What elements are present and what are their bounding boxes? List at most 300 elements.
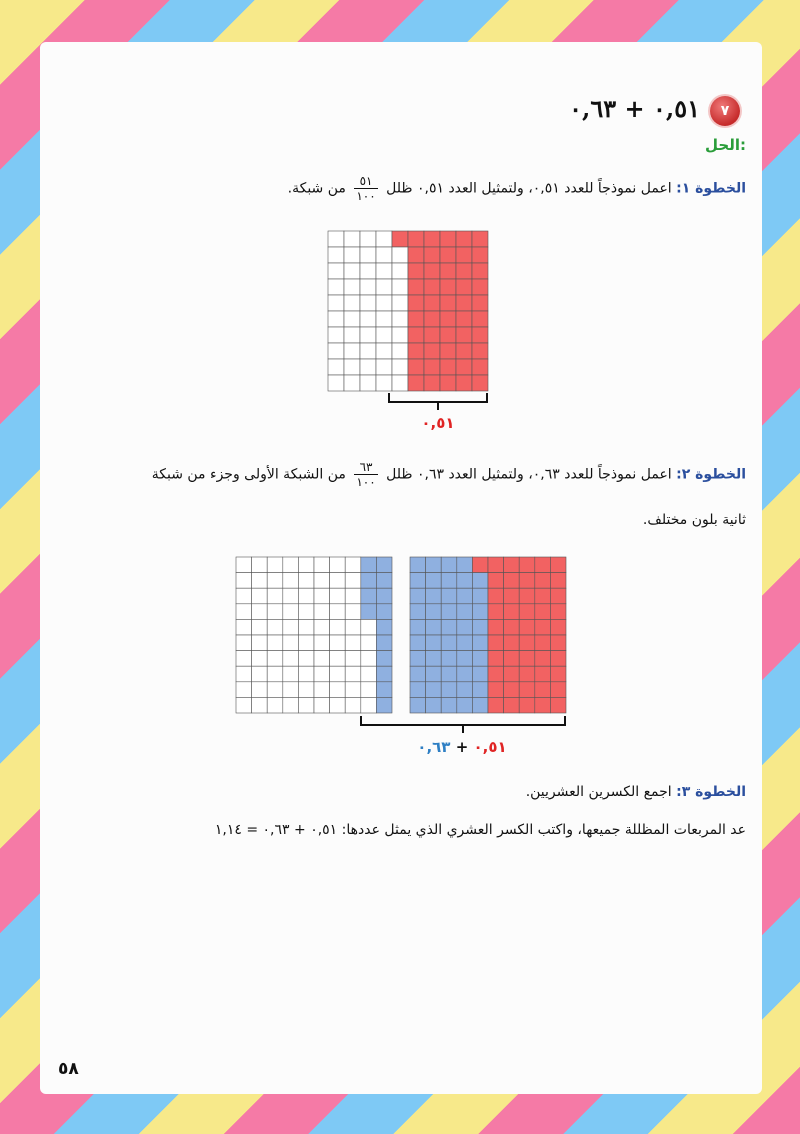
grid-cell xyxy=(392,247,408,263)
grid-cell xyxy=(535,557,551,573)
grid-cell xyxy=(236,557,252,573)
grid-cell xyxy=(472,651,488,667)
grid-cell xyxy=(472,604,488,620)
grid-cell xyxy=(314,588,330,604)
grid-cell xyxy=(361,604,377,620)
grid-cell xyxy=(426,588,442,604)
grid-cell xyxy=(472,295,488,311)
grid-cell xyxy=(441,697,457,713)
grid-cell xyxy=(330,682,346,698)
grid-cell xyxy=(345,619,361,635)
grid-cell xyxy=(424,295,440,311)
grid-cell xyxy=(440,263,456,279)
grid2-label-blue: ٠,٦٣ xyxy=(417,738,451,756)
grid-cell xyxy=(550,557,566,573)
grid-cell xyxy=(426,557,442,573)
grid-cell xyxy=(410,619,426,635)
grid-cell xyxy=(488,557,504,573)
grid-cell xyxy=(283,666,299,682)
grid-cell xyxy=(535,666,551,682)
grid-cell xyxy=(504,666,520,682)
grid-cell xyxy=(298,666,314,682)
grid-cell xyxy=(360,375,376,391)
grid-cell xyxy=(283,619,299,635)
grid-cell xyxy=(283,573,299,589)
grid-cell xyxy=(314,651,330,667)
grid-cell xyxy=(330,619,346,635)
grid-cell xyxy=(376,666,392,682)
grid-cell xyxy=(376,697,392,713)
grid-cell xyxy=(472,573,488,589)
grid-cell xyxy=(408,359,424,375)
grid-cell xyxy=(345,588,361,604)
grid-cell xyxy=(410,651,426,667)
grid-cell xyxy=(298,697,314,713)
grid-cell xyxy=(267,557,283,573)
grid-cell xyxy=(267,682,283,698)
grid-cell xyxy=(535,682,551,698)
grid-cell xyxy=(550,635,566,651)
step1-text-before: اعمل نموذجاً للعدد ٠,٥١، ولتمثيل العدد ٠,٥١ ظلل xyxy=(386,180,672,197)
grid-cell xyxy=(344,231,360,247)
grid-cell xyxy=(252,619,268,635)
grid-cell xyxy=(344,311,360,327)
grid-cell xyxy=(441,557,457,573)
grid-cell xyxy=(519,651,535,667)
grid-cell xyxy=(376,635,392,651)
grid-cell xyxy=(504,697,520,713)
grid-cell xyxy=(535,697,551,713)
grid-cell xyxy=(328,327,344,343)
grid-cell xyxy=(424,327,440,343)
grid-cell xyxy=(361,682,377,698)
grid-cell xyxy=(361,619,377,635)
grid-cell xyxy=(361,651,377,667)
grid-cell xyxy=(441,682,457,698)
grid-cell xyxy=(424,343,440,359)
grid-cell xyxy=(457,697,473,713)
grid-cell xyxy=(535,573,551,589)
grid-cell xyxy=(426,697,442,713)
grid-cell xyxy=(376,375,392,391)
grid2-label-red: ٠,٥١ xyxy=(473,738,507,756)
grid-cell xyxy=(392,343,408,359)
grid-cell xyxy=(360,311,376,327)
grid-cell xyxy=(456,263,472,279)
grid-cell xyxy=(344,327,360,343)
step1-fraction xyxy=(354,174,377,203)
step3-label: الخطوة ٣: xyxy=(676,784,746,800)
grid-cell xyxy=(267,588,283,604)
grid-cell xyxy=(550,619,566,635)
grid-cell xyxy=(456,359,472,375)
grid-cell xyxy=(550,573,566,589)
hundred-grid-2-right xyxy=(410,557,566,713)
grid-cell xyxy=(283,682,299,698)
grid-cell xyxy=(472,311,488,327)
grid-cell xyxy=(424,279,440,295)
grid-cell xyxy=(424,247,440,263)
grid-cell xyxy=(424,375,440,391)
grid-cell xyxy=(472,359,488,375)
grid-cell xyxy=(456,375,472,391)
page-number: ٥٨ xyxy=(58,1059,79,1079)
grid2-label xyxy=(392,738,532,756)
grid-cell xyxy=(330,635,346,651)
grid-cell xyxy=(330,573,346,589)
step2-fraction-denominator: ١٠٠ xyxy=(356,475,376,489)
grid-cell xyxy=(344,263,360,279)
grid-cell xyxy=(535,635,551,651)
grid-cell xyxy=(408,375,424,391)
grid-cell xyxy=(488,682,504,698)
grid-cell xyxy=(360,231,376,247)
grid-cell xyxy=(392,263,408,279)
grid-cell xyxy=(519,635,535,651)
grid-cell xyxy=(298,573,314,589)
grid-cell xyxy=(252,666,268,682)
grid-cell xyxy=(519,682,535,698)
step3-paragraph xyxy=(526,784,746,800)
grid-cell xyxy=(345,604,361,620)
grid-cell xyxy=(283,651,299,667)
grid-cell xyxy=(408,311,424,327)
grid-cell xyxy=(360,295,376,311)
grid-cell xyxy=(550,588,566,604)
grid-cell xyxy=(330,588,346,604)
hundred-grid-1 xyxy=(328,231,488,391)
grid-cell xyxy=(392,311,408,327)
grid-cell xyxy=(236,604,252,620)
grid-cell xyxy=(360,343,376,359)
grid-cell xyxy=(519,588,535,604)
grid-cell xyxy=(457,666,473,682)
grid-cell xyxy=(360,327,376,343)
grid-cell xyxy=(344,343,360,359)
grid-cell xyxy=(440,311,456,327)
grid-cell xyxy=(440,343,456,359)
grid-cell xyxy=(410,573,426,589)
grid-cell xyxy=(298,557,314,573)
grid-cell xyxy=(283,697,299,713)
grid-cell xyxy=(345,666,361,682)
grid-cell xyxy=(283,588,299,604)
grid-cell xyxy=(457,604,473,620)
grid-cell xyxy=(314,557,330,573)
grid-cell xyxy=(344,375,360,391)
grid-cell xyxy=(456,231,472,247)
grid-cell xyxy=(376,682,392,698)
step2-text-before: اعمل نموذجاً للعدد ٠,٦٣، ولتمثيل العدد ٠,٦٣ ظلل xyxy=(386,466,672,483)
grid-cell xyxy=(424,359,440,375)
step2-fraction-numerator: ٦٣ xyxy=(354,460,377,475)
step2-text-after: من الشبكة الأولى وجزء من شبكة xyxy=(151,466,346,483)
grid-cell xyxy=(236,588,252,604)
grid2-label-plus: + xyxy=(455,738,469,756)
grid-cell xyxy=(236,619,252,635)
grid-cell xyxy=(426,682,442,698)
grid-cell xyxy=(298,604,314,620)
step2-label: الخطوة ٢: xyxy=(676,466,746,483)
grid-cell xyxy=(345,651,361,667)
step1-fraction-numerator: ٥١ xyxy=(354,174,377,189)
grid-cell xyxy=(472,231,488,247)
grid-cell xyxy=(550,604,566,620)
grid-cell xyxy=(298,635,314,651)
grid-cell xyxy=(330,666,346,682)
grid-cell xyxy=(472,263,488,279)
grid-cell xyxy=(488,604,504,620)
grid-cell xyxy=(426,651,442,667)
step2-fraction xyxy=(354,460,377,489)
grid-cell xyxy=(361,588,377,604)
grid-cell xyxy=(328,311,344,327)
grid-cell xyxy=(252,682,268,698)
grid-cell xyxy=(376,573,392,589)
grid-cell xyxy=(376,311,392,327)
grid-cell xyxy=(472,697,488,713)
grid-cell xyxy=(472,279,488,295)
grid-cell xyxy=(488,651,504,667)
grid-cell xyxy=(410,604,426,620)
grid-cell xyxy=(504,573,520,589)
grid-cell xyxy=(550,666,566,682)
grid-cell xyxy=(408,327,424,343)
grid-cell xyxy=(267,604,283,620)
grid-cell xyxy=(410,666,426,682)
grid-cell xyxy=(328,375,344,391)
grid-cell xyxy=(456,311,472,327)
grid-cell xyxy=(440,231,456,247)
step1-text-after: من شبكة. xyxy=(287,180,346,197)
grid-cell xyxy=(267,666,283,682)
grid-cell xyxy=(298,619,314,635)
grid-cell xyxy=(456,279,472,295)
solution-label: الحل: xyxy=(705,136,746,154)
grid-cell xyxy=(330,604,346,620)
grid-cell xyxy=(410,557,426,573)
grid-cell xyxy=(344,359,360,375)
grid-cell xyxy=(519,604,535,620)
grid-cell xyxy=(314,682,330,698)
grid-cell xyxy=(376,327,392,343)
grid-cell xyxy=(267,697,283,713)
grid-cell xyxy=(426,619,442,635)
grid-cell xyxy=(376,343,392,359)
grid-cell xyxy=(392,359,408,375)
grid-cell xyxy=(457,651,473,667)
grid-cell xyxy=(376,247,392,263)
grid-cell xyxy=(472,343,488,359)
grid1-label: ٠,٥١ xyxy=(421,414,455,432)
grid-cell xyxy=(519,619,535,635)
grid-cell xyxy=(426,635,442,651)
grid-cell xyxy=(488,573,504,589)
grid-cell xyxy=(252,588,268,604)
grid-cell xyxy=(441,619,457,635)
grid-cell xyxy=(236,573,252,589)
grid-cell xyxy=(361,697,377,713)
grid-cell xyxy=(535,651,551,667)
step1-fraction-denominator: ١٠٠ xyxy=(356,189,376,203)
grid-cell xyxy=(408,247,424,263)
grid-cell xyxy=(550,682,566,698)
grid-cell xyxy=(440,247,456,263)
grid-cell xyxy=(328,295,344,311)
grid-cell xyxy=(488,697,504,713)
grid-cell xyxy=(440,295,456,311)
grid-cell xyxy=(504,588,520,604)
hundred-grid-2-left xyxy=(236,557,392,713)
grid-cell xyxy=(252,573,268,589)
grid-cell xyxy=(456,247,472,263)
grid-cell xyxy=(236,651,252,667)
grid-cell xyxy=(441,573,457,589)
grid-cell xyxy=(360,359,376,375)
grid-cell xyxy=(376,588,392,604)
problem-number-badge: ٧ xyxy=(710,96,740,126)
grid-cell xyxy=(361,666,377,682)
grid-cell xyxy=(426,604,442,620)
grid-cell xyxy=(328,343,344,359)
step1-label: الخطوة ١: xyxy=(676,180,746,197)
grid-cell xyxy=(456,343,472,359)
grid-cell xyxy=(488,588,504,604)
grid-cell xyxy=(457,619,473,635)
grid-cell xyxy=(410,682,426,698)
grid-cell xyxy=(267,573,283,589)
grid-cell xyxy=(519,573,535,589)
grid-cell xyxy=(360,279,376,295)
page xyxy=(40,42,762,1094)
grid-cell xyxy=(472,557,488,573)
grid-cell xyxy=(410,588,426,604)
grid-cell xyxy=(330,697,346,713)
grid-cell xyxy=(535,619,551,635)
grid-cell xyxy=(424,311,440,327)
grid-cell xyxy=(376,295,392,311)
grid-cell xyxy=(345,682,361,698)
grid-cell xyxy=(283,557,299,573)
grid-cell xyxy=(298,682,314,698)
grid-cell xyxy=(441,635,457,651)
grid-cell xyxy=(376,263,392,279)
grid-cell xyxy=(456,327,472,343)
grid-cell xyxy=(328,231,344,247)
grid-cell xyxy=(328,263,344,279)
grid-cell xyxy=(440,279,456,295)
grid-cell xyxy=(426,573,442,589)
grid-cell xyxy=(488,666,504,682)
grid-cell xyxy=(408,279,424,295)
grid-cell xyxy=(504,635,520,651)
grid-cell xyxy=(330,557,346,573)
grid-cell xyxy=(457,588,473,604)
grid-cell xyxy=(504,619,520,635)
grid-cell xyxy=(314,666,330,682)
grid-cell xyxy=(252,651,268,667)
grid-cell xyxy=(328,247,344,263)
grid-cell xyxy=(314,619,330,635)
step3-text: اجمع الكسرين العشريين. xyxy=(525,784,672,800)
grid-cell xyxy=(410,635,426,651)
grid-cell xyxy=(236,697,252,713)
grid-cell xyxy=(456,295,472,311)
grid-cell xyxy=(361,635,377,651)
grid-cell xyxy=(472,588,488,604)
grid-cell xyxy=(472,247,488,263)
grid-cell xyxy=(408,343,424,359)
grid-cell xyxy=(550,697,566,713)
grid-cell xyxy=(252,697,268,713)
grid1-brace xyxy=(388,392,488,412)
grid-cell xyxy=(376,557,392,573)
grid-cell xyxy=(392,231,408,247)
grid-cell xyxy=(392,279,408,295)
grid-cell xyxy=(376,604,392,620)
grid-cell xyxy=(376,279,392,295)
grid-cell xyxy=(236,635,252,651)
grid-cell xyxy=(550,651,566,667)
grid-cell xyxy=(392,327,408,343)
grid-cell xyxy=(488,619,504,635)
grid-cell xyxy=(236,682,252,698)
grid-cell xyxy=(441,588,457,604)
grid-cell xyxy=(472,619,488,635)
step2-paragraph xyxy=(152,460,746,489)
grid-cell xyxy=(424,263,440,279)
grid-cell xyxy=(376,651,392,667)
grid-cell xyxy=(330,651,346,667)
grid-cell xyxy=(408,231,424,247)
grid-cell xyxy=(472,635,488,651)
grid-cell xyxy=(345,557,361,573)
grid-cell xyxy=(441,604,457,620)
grid-cell xyxy=(457,682,473,698)
grid-cell xyxy=(345,697,361,713)
final-answer-text: عد المربعات المظللة جميعها، واكتب الكسر العشري الذي يمثل عددها: ٠,٥١ + ٠,٦٣ = ١,١٤ xyxy=(214,822,746,838)
grid-cell xyxy=(457,557,473,573)
grid-cell xyxy=(440,327,456,343)
problem-expression: ٠,٥١ + ٠,٦٣ xyxy=(569,94,700,123)
grid-cell xyxy=(314,573,330,589)
grid-cell xyxy=(408,263,424,279)
grid-cell xyxy=(535,604,551,620)
grid2-brace xyxy=(360,715,566,735)
grid-cell xyxy=(519,697,535,713)
grid-cell xyxy=(504,651,520,667)
grid-cell xyxy=(410,697,426,713)
grid-cell xyxy=(360,247,376,263)
grid-cell xyxy=(267,651,283,667)
grid-cell xyxy=(441,666,457,682)
grid-cell xyxy=(314,635,330,651)
grid-cell xyxy=(535,588,551,604)
grid-cell xyxy=(519,557,535,573)
grid-cell xyxy=(252,557,268,573)
grid-cell xyxy=(392,295,408,311)
grid-cell xyxy=(472,375,488,391)
grid-cell xyxy=(504,557,520,573)
grid-cell xyxy=(252,604,268,620)
grid-cell xyxy=(426,666,442,682)
grid-cell xyxy=(344,279,360,295)
step2-line2: ثانية بلون مختلف. xyxy=(642,512,746,528)
grid-cell xyxy=(376,359,392,375)
grid-cell xyxy=(440,375,456,391)
grid-cell xyxy=(472,666,488,682)
grid-cell xyxy=(344,247,360,263)
